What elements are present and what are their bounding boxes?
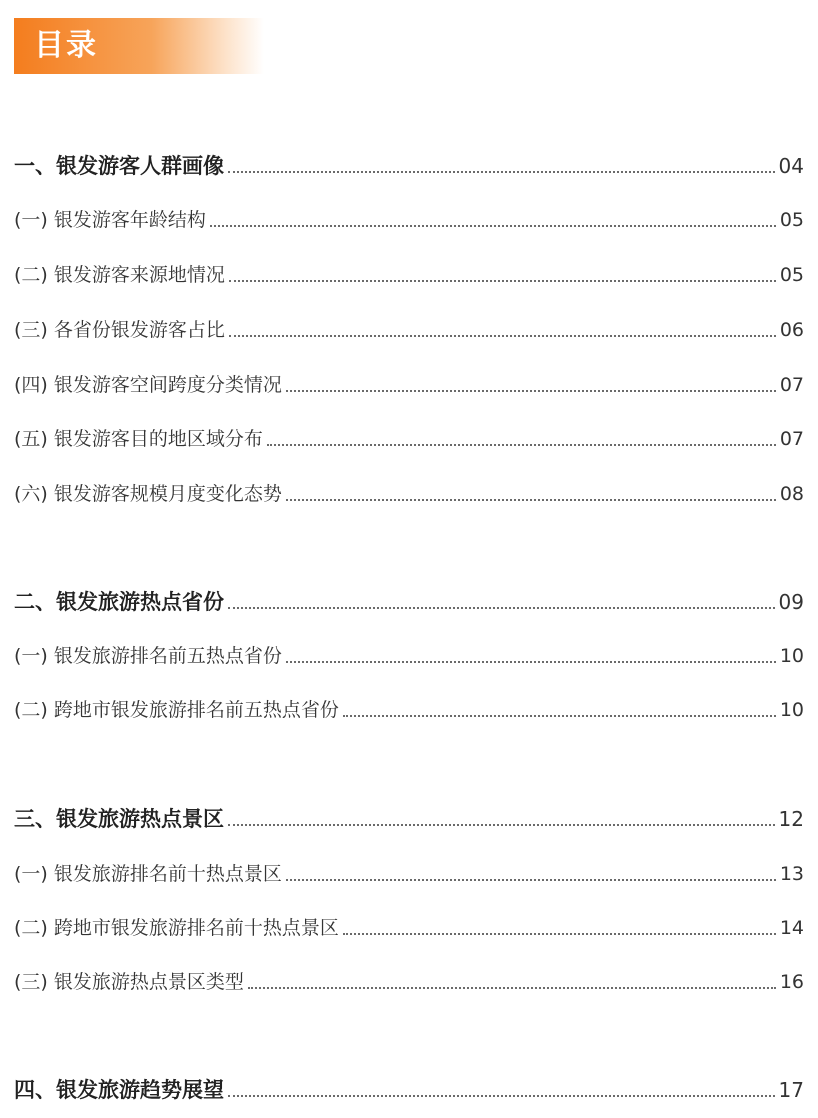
toc-subsection-1-6[interactable] [14,476,804,506]
toc-page-number: 13 [779,863,804,885]
toc-subsection-1-3[interactable] [14,312,804,342]
toc-page-number: 05 [779,209,804,231]
toc-section-label: 二、银发旅游热点省份 [14,590,224,614]
toc-subsection-label: (一) 银发游客年龄结构 [14,209,206,231]
toc-page-number: 10 [779,645,804,667]
toc-subsection-label: (一) 银发旅游排名前五热点省份 [14,645,282,667]
toc-page-number: 09 [778,590,804,614]
toc-section-3[interactable] [14,801,804,831]
toc-section-2[interactable] [14,584,804,614]
toc-section-label: 一、银发游客人群画像 [14,154,224,178]
toc-title: 目录 [34,28,98,63]
toc-leader-dots [228,607,775,609]
toc-page-number: 16 [779,971,804,993]
toc-page-number: 07 [779,374,804,396]
toc-subsection-label: (二) 银发游客来源地情况 [14,264,225,286]
toc-leader-dots [228,824,775,826]
toc-leader-dots [267,444,776,446]
toc-leader-dots [286,661,776,663]
toc-leader-dots [229,280,776,282]
toc-page-number: 14 [779,917,804,939]
toc-page-number: 05 [779,264,804,286]
toc-subsection-3-1[interactable] [14,856,804,886]
toc-leader-dots [343,933,776,935]
toc-leader-dots [210,225,776,227]
toc-subsection-label: (三) 各省份银发游客占比 [14,319,225,341]
toc-section-label: 四、银发旅游趋势展望 [14,1078,224,1102]
toc-section-4[interactable] [14,1072,804,1102]
toc-subsection-1-4[interactable] [14,367,804,397]
toc-page-number: 12 [778,807,804,831]
toc-subsection-2-2[interactable] [14,692,804,722]
toc-subsection-1-2[interactable] [14,257,804,287]
toc-leader-dots [228,1095,775,1097]
toc-section-1[interactable] [14,148,804,178]
toc-leader-dots [286,499,776,501]
toc-subsection-label: (一) 银发旅游排名前十热点景区 [14,863,282,885]
toc-page-number: 07 [779,428,804,450]
toc-subsection-1-5[interactable] [14,421,804,451]
toc-section-label: 三、银发旅游热点景区 [14,807,224,831]
toc-subsection-3-3[interactable] [14,964,804,994]
toc-subsection-2-1[interactable] [14,638,804,668]
toc-leader-dots [228,171,775,173]
toc-subsection-label: (二) 跨地市银发旅游排名前五热点省份 [14,699,339,721]
toc-page-number: 06 [779,319,804,341]
toc-page-number: 04 [778,154,804,178]
toc-page-number: 17 [778,1078,804,1102]
toc-leader-dots [286,879,776,881]
toc-page-number: 08 [779,483,804,505]
toc-leader-dots [229,335,776,337]
toc-subsection-label: (二) 跨地市银发旅游排名前十热点景区 [14,917,339,939]
toc-leader-dots [248,987,776,989]
toc-subsection-label: (三) 银发旅游热点景区类型 [14,971,244,993]
toc-subsection-label: (四) 银发游客空间跨度分类情况 [14,374,282,396]
toc-subsection-label: (五) 银发游客目的地区域分布 [14,428,263,450]
toc-list [14,0,804,1118]
toc-subsection-3-2[interactable] [14,910,804,940]
toc-subsection-label: (六) 银发游客规模月度变化态势 [14,483,282,505]
toc-subsection-1-1[interactable] [14,202,804,232]
toc-page-number: 10 [779,699,804,721]
toc-leader-dots [286,390,776,392]
toc-leader-dots [343,715,776,717]
